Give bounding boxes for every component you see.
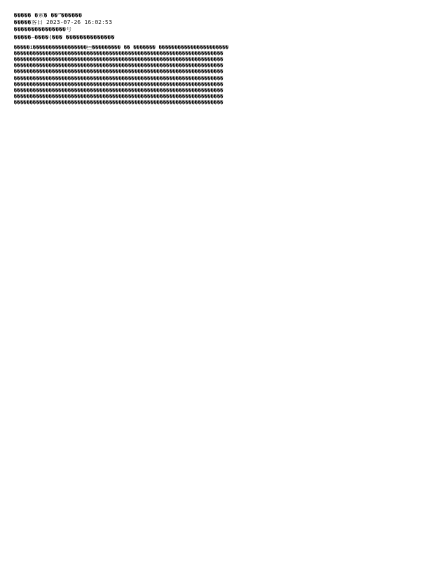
header-line-4: �����—����(��� �������������� — [14, 34, 115, 41]
document-header — [14, 13, 434, 42]
body-text-line: ������������������������������������������������������������������ — [14, 87, 224, 94]
document-body — [14, 45, 434, 107]
body-text-line: ������������������������������������������������������������������ — [14, 94, 224, 101]
body-text-line: ������������������������������������������������������������������ — [14, 50, 224, 57]
body-text-line: �����ĩ�������������������������� �� ������� ���������������������� — [14, 44, 229, 51]
header-line-3: ���������������号 — [14, 27, 72, 34]
header-line-1: ����� �索� ��”������ — [14, 13, 83, 19]
body-text-line: ������������������������������������������������������������������ — [14, 81, 224, 88]
body-text-line: ������������������������������������������������������������������ — [14, 69, 224, 76]
header-timestamp-line: �����客日 2023-07-26 16:02:53 — [14, 20, 113, 27]
body-text-line: ������������������������������������������������������������������ — [14, 57, 224, 64]
body-text-line: ������������������������������������������������������������������ — [14, 75, 224, 82]
body-text-line: ������������������������������������������������������������������ — [14, 100, 224, 107]
body-text-line: ������������������������������������������������������������������ — [14, 63, 224, 70]
